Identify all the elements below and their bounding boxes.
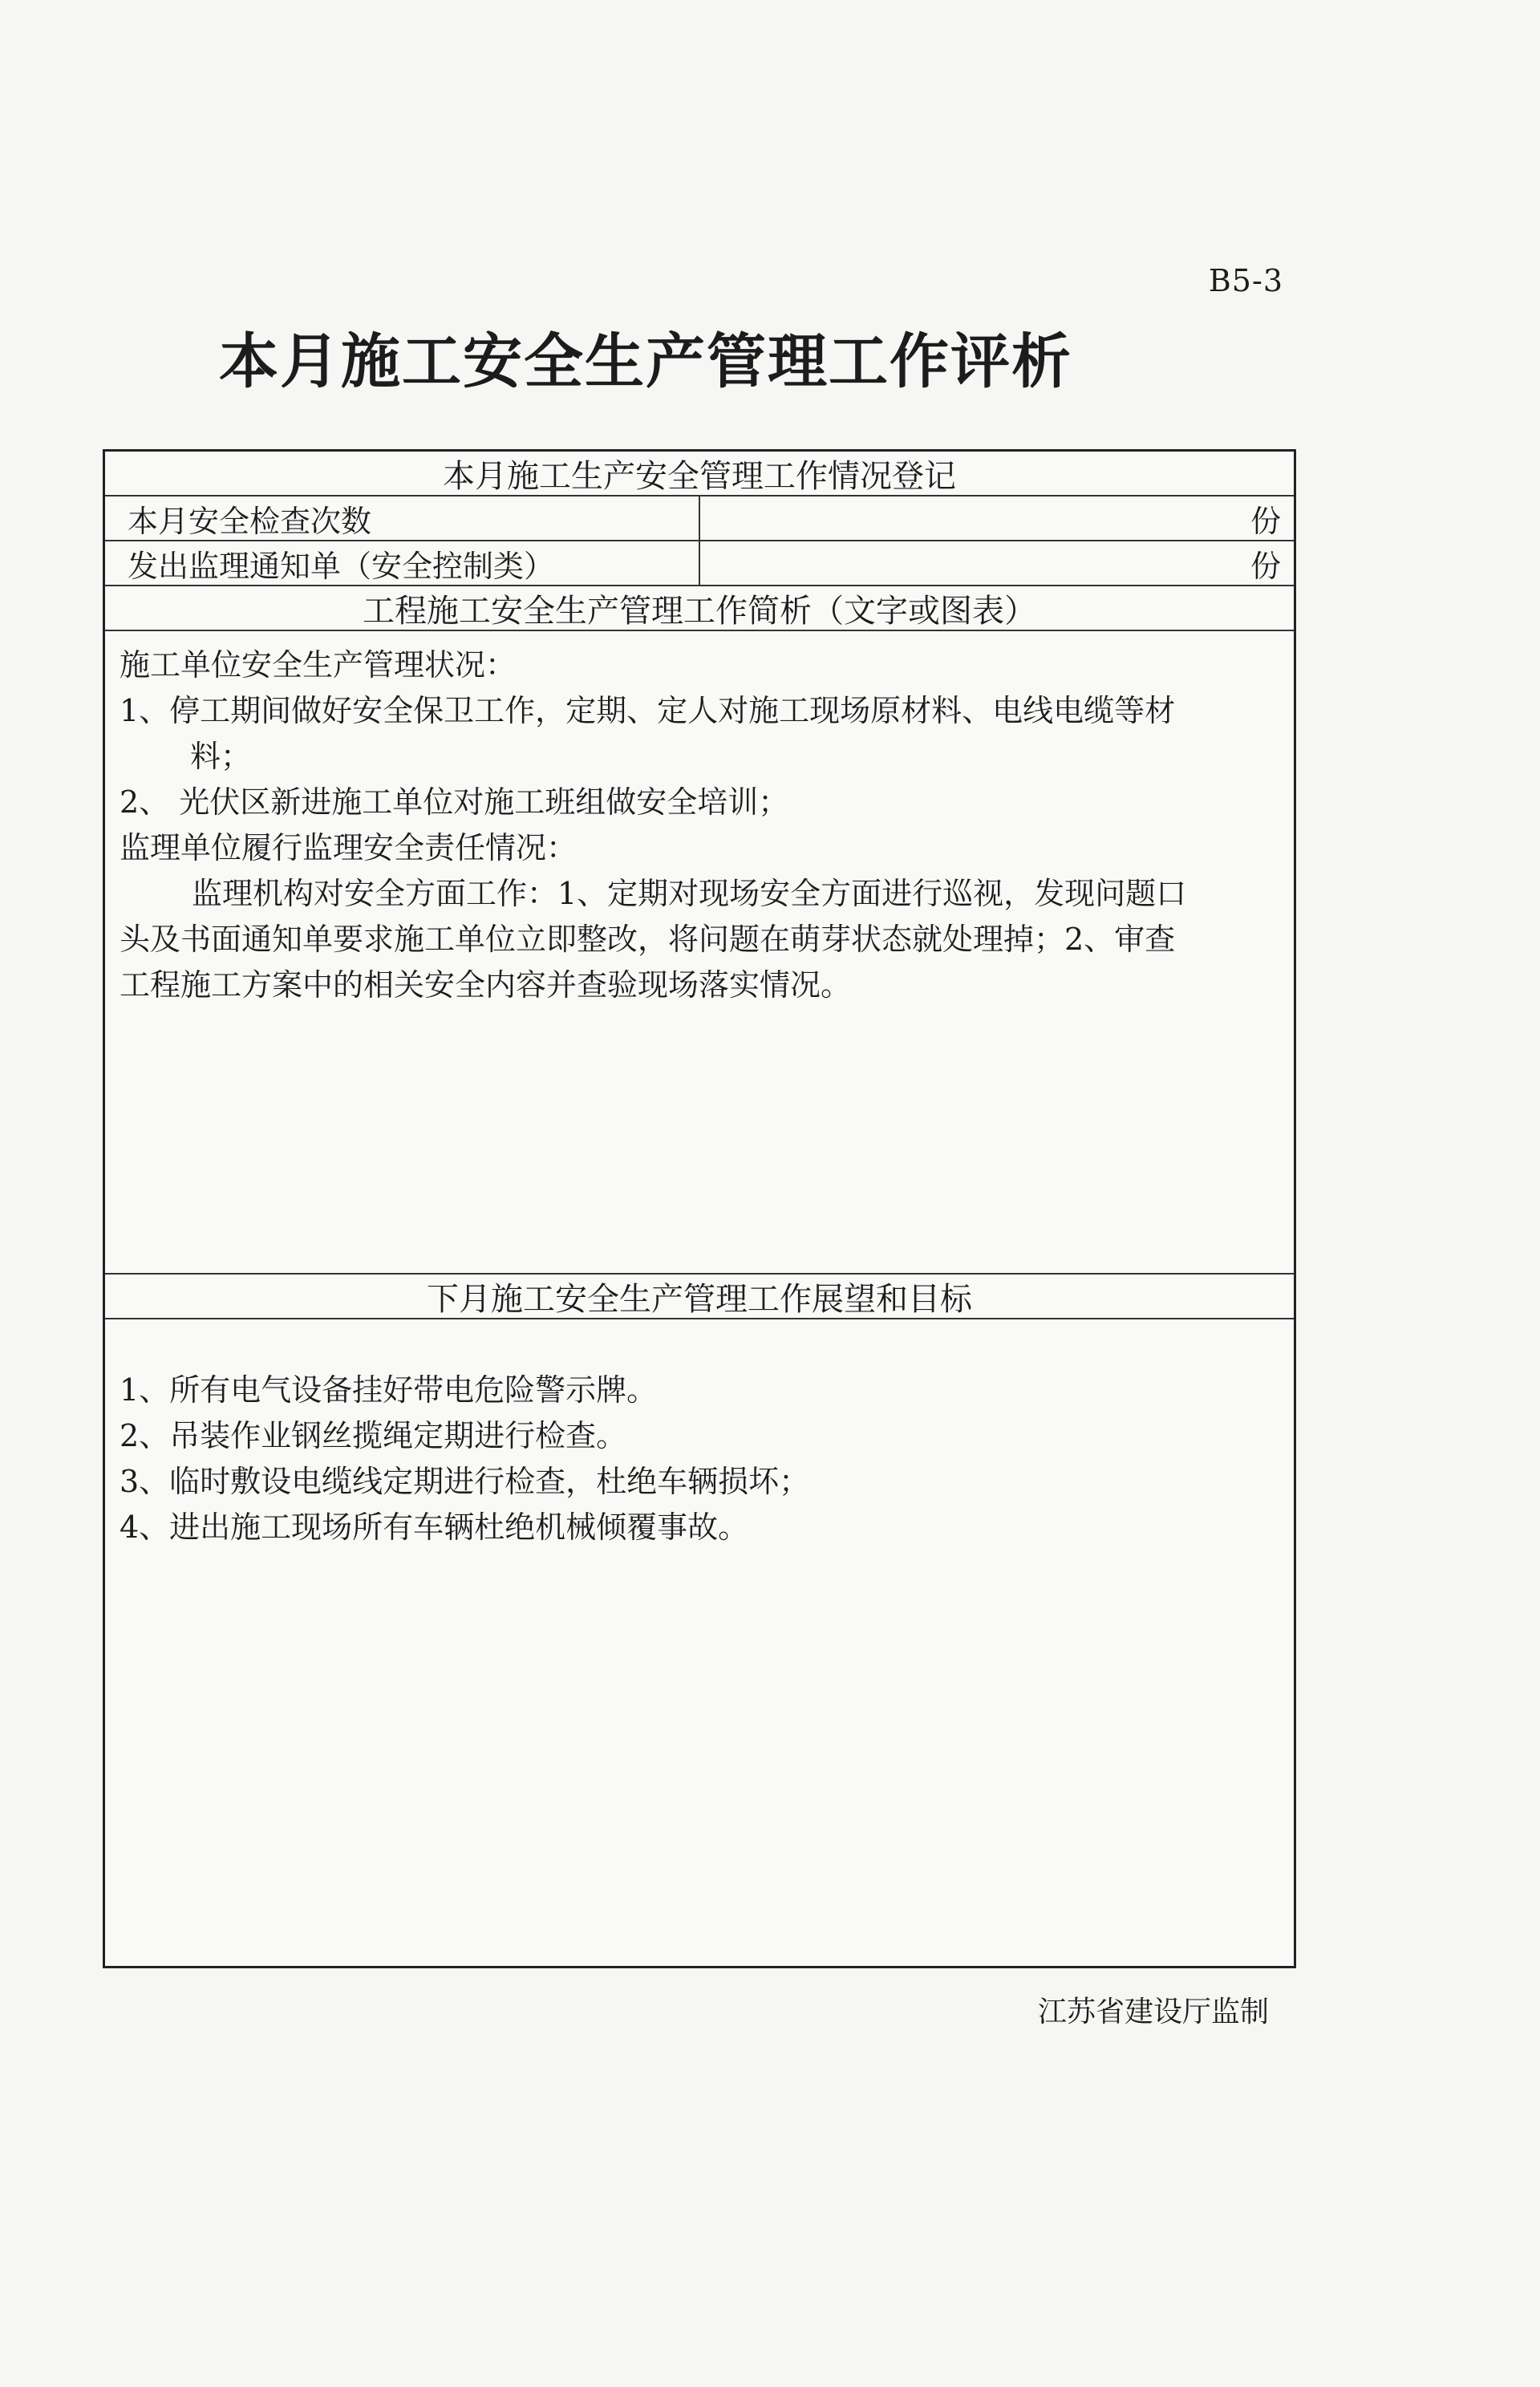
- inspection-count-label: 本月安全检查次数: [105, 496, 700, 540]
- inspection-count-row: [105, 496, 1294, 541]
- outlook-item: 2、吊装作业钢丝揽绳定期进行检查。: [120, 1418, 627, 1453]
- outlook-body: [105, 1319, 1294, 1966]
- form-code: B5-3: [1208, 263, 1283, 298]
- analysis-line: 头及书面通知单要求施工单位立即整改，将问题在萌芽状态就处理掉；2、审查: [120, 922, 1176, 957]
- section2-header: 工程施工安全生产管理工作简析（文字或图表）: [105, 586, 1294, 631]
- outlook-item: 4、进出施工现场所有车辆杜绝机械倾覆事故。: [120, 1510, 749, 1545]
- notice-count-label: 发出监理通知单（安全控制类）: [105, 541, 700, 585]
- analysis-line: 施工单位安全生产管理状况：: [120, 647, 517, 683]
- issuer-footer: 江苏省建设厅监制: [1037, 1996, 1269, 2028]
- section3-header: 下月施工安全生产管理工作展望和目标: [105, 1275, 1294, 1319]
- analysis-line: 监理单位履行监理安全责任情况：: [120, 830, 578, 865]
- evaluation-form: [103, 449, 1296, 1968]
- analysis-line: 料；: [190, 739, 252, 774]
- notice-count-row: [105, 541, 1294, 586]
- analysis-line: 监理机构对安全方面工作：1、定期对现场安全方面进行巡视，发现问题口: [192, 876, 1187, 911]
- analysis-line: 工程施工方案中的相关安全内容并查验现场落实情况。: [120, 967, 852, 1003]
- outlook-item: 1、所有电气设备挂好带电危险警示牌。: [120, 1372, 658, 1408]
- page-title: 本月施工安全生产管理工作评析: [219, 327, 1072, 396]
- analysis-body: [105, 631, 1294, 1275]
- analysis-line: 2、 光伏区新进施工单位对施工班组做安全培训；: [120, 784, 789, 820]
- analysis-line: 1、停工期间做好安全保卫工作，定期、定人对施工现场原材料、电线电缆等材: [120, 693, 1176, 728]
- section1-header: 本月施工生产安全管理工作情况登记: [105, 452, 1294, 496]
- inspection-count-unit: 份: [1250, 503, 1281, 539]
- notice-count-unit: 份: [1250, 548, 1281, 584]
- outlook-item: 3、临时敷设电缆线定期进行检查，杜绝车辆损坏；: [120, 1464, 810, 1499]
